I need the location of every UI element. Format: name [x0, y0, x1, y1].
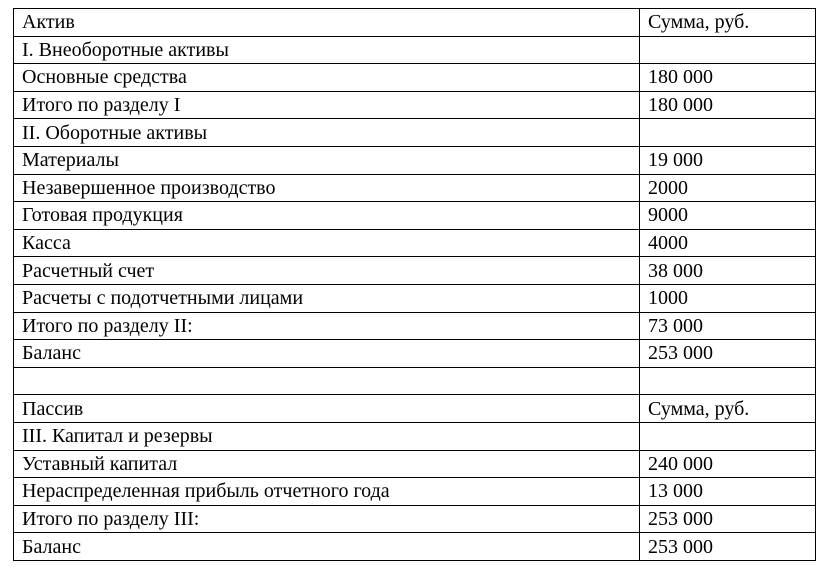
row-name-cell: Расчетный счет	[14, 257, 640, 285]
subtotal-row	[14, 91, 816, 119]
section-row	[14, 36, 816, 64]
row-amount-cell	[640, 119, 816, 147]
row-name-cell: Пассив	[14, 395, 640, 423]
row-name-cell: Готовая продукция	[14, 202, 640, 230]
row-amount-cell: 73 000	[640, 312, 816, 340]
row-amount-cell: 2000	[640, 174, 816, 202]
table-row	[14, 284, 816, 312]
section-row	[14, 119, 816, 147]
table-row	[14, 478, 816, 506]
balance-row	[14, 533, 816, 561]
row-amount-cell	[640, 36, 816, 64]
row-amount-cell	[640, 367, 816, 395]
row-amount-cell: 1000	[640, 284, 816, 312]
subtotal-row	[14, 505, 816, 533]
row-amount-cell: 253 000	[640, 505, 816, 533]
balance-sheet-table	[13, 8, 816, 561]
table-row	[14, 257, 816, 285]
table-row	[14, 174, 816, 202]
row-name-cell: Баланс	[14, 533, 640, 561]
row-amount-cell: 38 000	[640, 257, 816, 285]
row-name-cell: Основные средства	[14, 64, 640, 92]
row-name-cell: Итого по разделу II:	[14, 312, 640, 340]
row-amount-cell: 180 000	[640, 91, 816, 119]
row-amount-cell	[640, 422, 816, 450]
row-name-cell: Расчеты с подотчетными лицами	[14, 284, 640, 312]
table-row	[14, 450, 816, 478]
row-amount-cell: Сумма, руб.	[640, 9, 816, 37]
row-amount-cell: 253 000	[640, 340, 816, 368]
row-name-cell: Баланс	[14, 340, 640, 368]
table-row	[14, 146, 816, 174]
empty-row	[14, 367, 816, 395]
table-row	[14, 64, 816, 92]
header-row-liabilities	[14, 395, 816, 423]
row-amount-cell: 240 000	[640, 450, 816, 478]
table-row	[14, 202, 816, 230]
row-name-cell: II. Оборотные активы	[14, 119, 640, 147]
row-amount-cell: 180 000	[640, 64, 816, 92]
row-name-cell: Касса	[14, 229, 640, 257]
row-name-cell	[14, 367, 640, 395]
row-amount-cell: 4000	[640, 229, 816, 257]
row-name-cell: Итого по разделу III:	[14, 505, 640, 533]
section-row	[14, 422, 816, 450]
row-amount-cell: 253 000	[640, 533, 816, 561]
header-row-assets	[14, 9, 816, 37]
row-amount-cell: 19 000	[640, 146, 816, 174]
table-row	[14, 229, 816, 257]
subtotal-row	[14, 312, 816, 340]
row-amount-cell: 13 000	[640, 478, 816, 506]
row-name-cell: Итого по разделу I	[14, 91, 640, 119]
row-name-cell: Нераспределенная прибыль отчетного года	[14, 478, 640, 506]
balance-row	[14, 340, 816, 368]
row-name-cell: Уставный капитал	[14, 450, 640, 478]
row-name-cell: Материалы	[14, 146, 640, 174]
row-name-cell: Незавершенное производство	[14, 174, 640, 202]
row-amount-cell: Сумма, руб.	[640, 395, 816, 423]
row-name-cell: Актив	[14, 9, 640, 37]
row-name-cell: I. Внеоборотные активы	[14, 36, 640, 64]
row-name-cell: III. Капитал и резервы	[14, 422, 640, 450]
row-amount-cell: 9000	[640, 202, 816, 230]
